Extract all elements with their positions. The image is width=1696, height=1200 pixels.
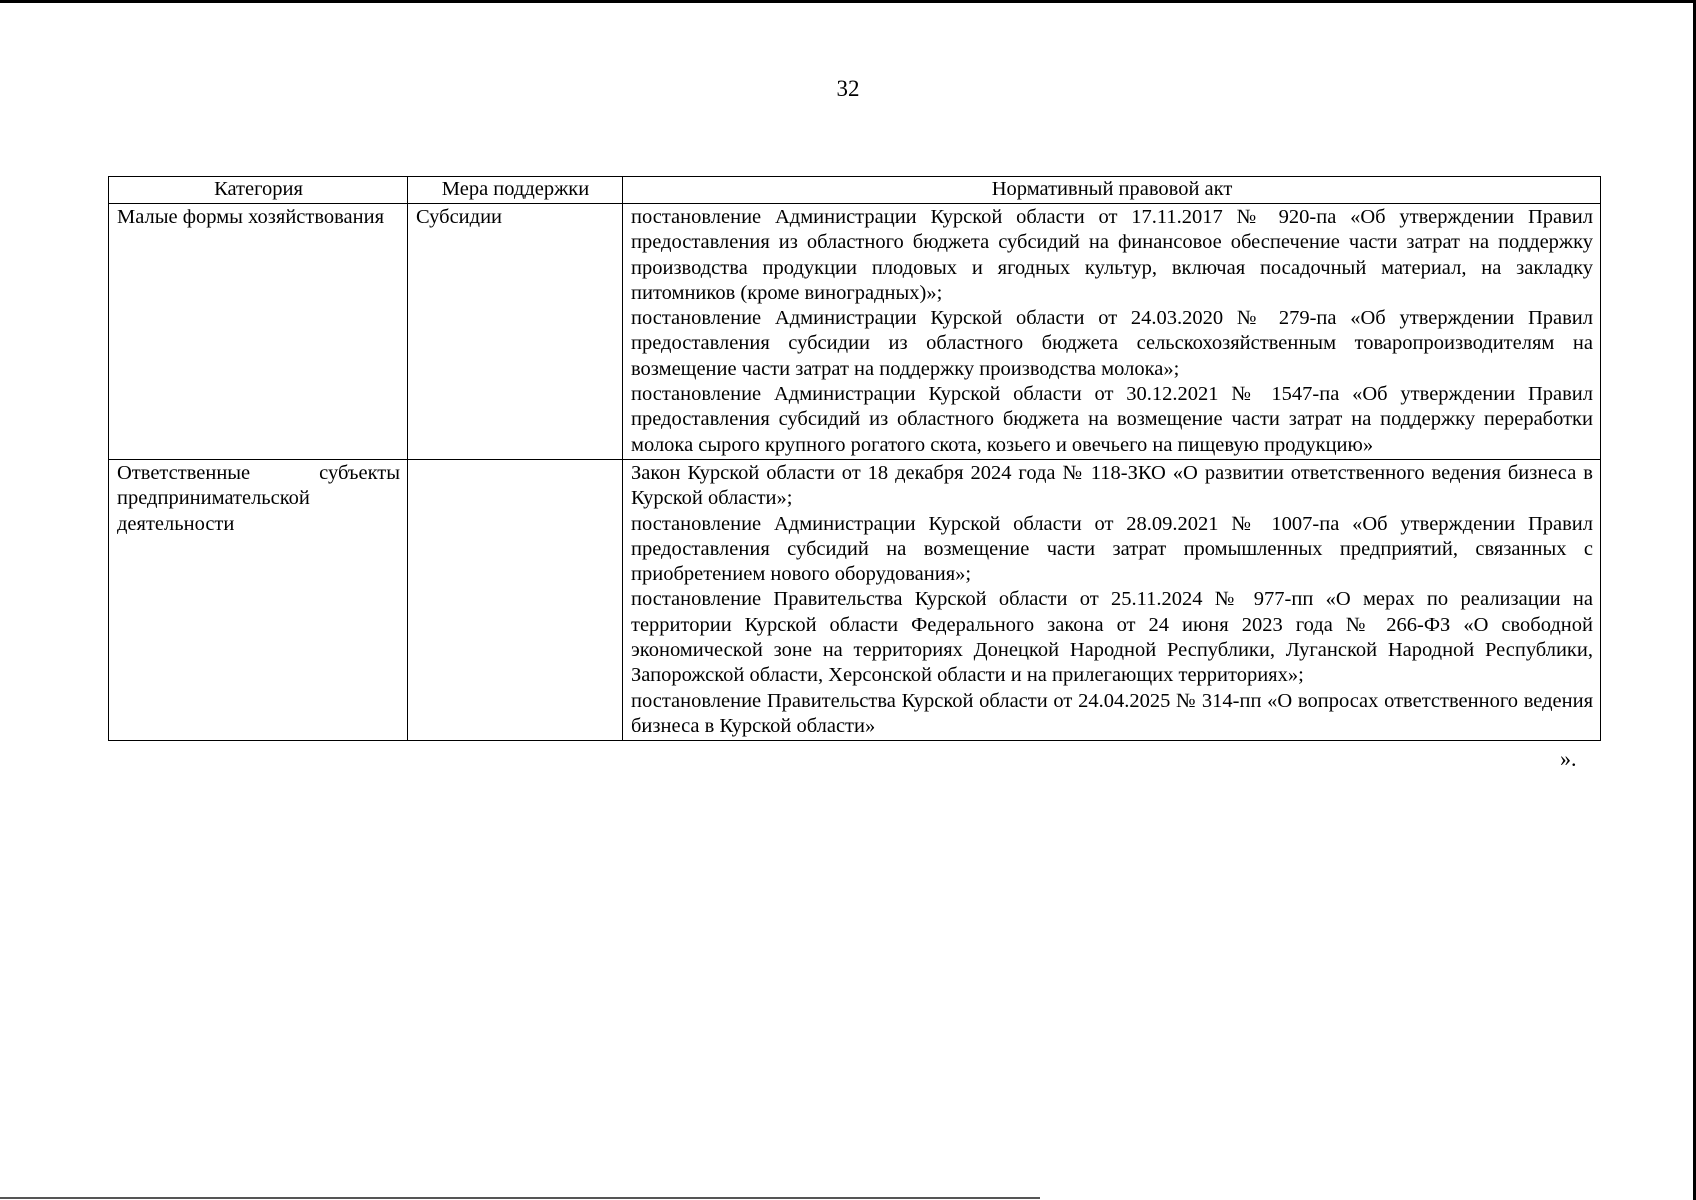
support-measure-cell: Субсидии bbox=[408, 204, 623, 460]
header-legal-act: Нормативный правовой акт bbox=[623, 177, 1601, 204]
table-header-row bbox=[109, 177, 1601, 204]
support-measure-cell bbox=[408, 459, 623, 740]
legal-act-item: Закон Курской области от 18 декабря 2024 года № 118-ЗКО «О развитии ответственного ведения бизнеса в Курской области»; bbox=[631, 461, 1593, 510]
table-row bbox=[109, 204, 1601, 460]
page-top-edge bbox=[0, 0, 1696, 3]
category-text: Ответственные субъекты предпринимательской деятельности bbox=[117, 461, 400, 535]
legal-act-item: постановление Правительства Курской области от 24.04.2025 № 314-пп «О вопросах ответственного ведения бизнеса в Курской области» bbox=[631, 689, 1593, 737]
table-row bbox=[109, 459, 1601, 740]
legal-act-item: постановление Администрации Курской области от 30.12.2021 № 1547-па «Об утверждении Правил предоставления субсидий из областного бюджета на возмещение части затрат на поддержку переработки молока сырого крупного рогатого скота, козьего и овечьего на пищевую продукцию» bbox=[631, 383, 1593, 456]
category-text: Малые формы хозяйствования bbox=[117, 206, 385, 228]
closing-quote-mark: ». bbox=[1560, 746, 1577, 771]
legal-act-item: постановление Правительства Курской области от 25.11.2024 № 977-пп «О мерах по реализации на территории Курской области Федерального закона от 24 июня 2023 года № 266-ФЗ «О свободной экономической зоне на территориях Донецкой Народной Республики, Луганской Народной Республики, Запорожской области, Херсонской области и на прилегающих территориях»; bbox=[631, 588, 1593, 687]
header-support-measure: Мера поддержки bbox=[408, 177, 623, 204]
legal-acts-cell bbox=[623, 204, 1601, 460]
legal-act-item: постановление Администрации Курской области от 24.03.2020 № 279-па «Об утверждении Правил предоставления субсидии из областного бюджета сельскохозяйственным товаропроизводителям на возмещение части затрат на поддержку производства молока»; bbox=[631, 307, 1593, 380]
legal-act-item: постановление Администрации Курской области от 28.09.2021 № 1007-па «Об утверждении Правил предоставления субсидий на возмещение части затрат промышленных предприятий, связанных с приобретением нового оборудования»; bbox=[631, 512, 1593, 586]
page-number: 32 bbox=[836, 76, 860, 101]
page-bottom-edge bbox=[0, 1197, 1040, 1199]
header-category: Категория bbox=[109, 177, 408, 204]
category-cell bbox=[109, 459, 408, 740]
category-cell bbox=[109, 204, 408, 460]
regulatory-acts-table bbox=[108, 176, 1601, 741]
legal-acts-cell bbox=[623, 459, 1601, 740]
legal-act-item: постановление Администрации Курской области от 17.11.2017 № 920-па «Об утверждении Правил предоставления из областного бюджета субсидий на финансовое обеспечение части затрат на поддержку производства продукции плодовых и ягодных культур, включая посадочный материал, на закладку питомников (кроме виноградных)»; bbox=[631, 206, 1593, 304]
